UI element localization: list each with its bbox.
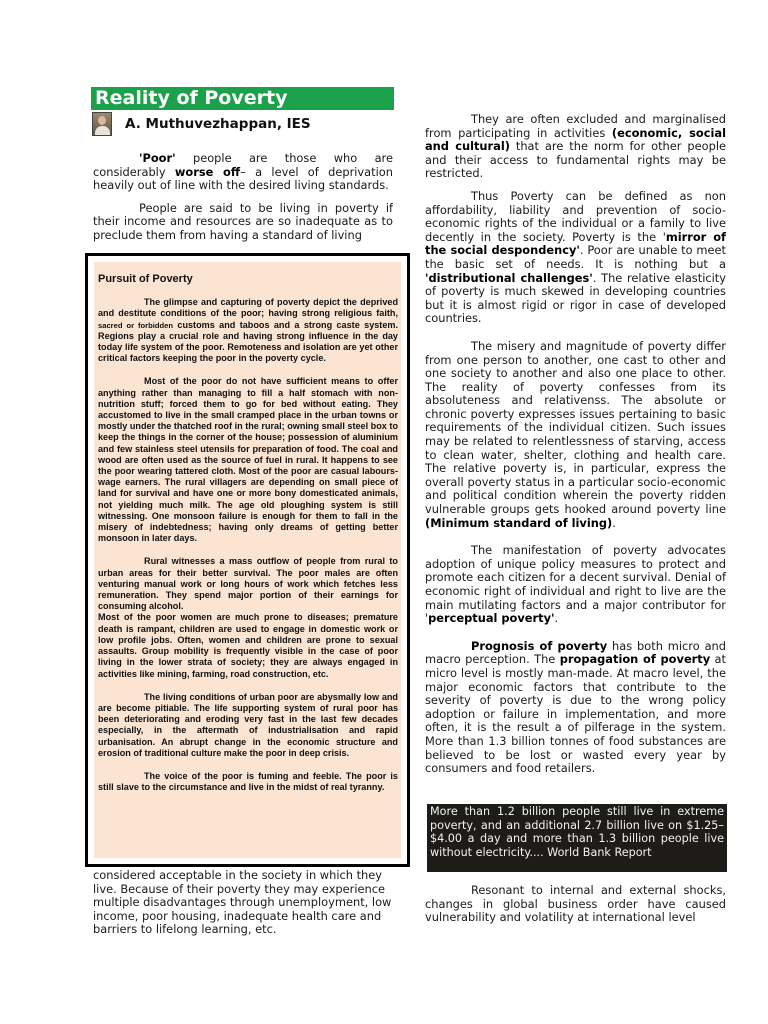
- box-paragraph-2: Most of the poor do not have sufficient means to offer anything rather than managing to fill a half stomach with non-nutrition stuff; forced them to go for bed without eating. They accustomed to live in the small cramped place in the urban towns or mostly under the thatched roof in the rural; owning small steel box to keep the things in the corner of the house; possession of aluminium and few stainless steel utensils for preparation of food. The coal and wood are often used as the source of fuel in rural. It happens to see the poor wearing tattered cloth. Most of the poor are casual labours- wage earners. The rural villagers are depending on small piece of land for survival and have one or more bony domesticated animals, not yielding much milk. The age old ploughing system is still witnessing. One monsoon failure is enough for them to fall in the misery of indebtedness; having only dreams of getting better monsoon in later days.: [98, 376, 398, 544]
- box-title: Pursuit of Poverty: [98, 273, 193, 285]
- box-paragraph-5: The living conditions of urban poor are abysmally low and are become pitiable. The life supporting system of rural poor has been deteriorating and eroding very fast in the last few decades especially, in the aftermath of industrialisation and rapid urbanisation. An abrupt change in the economic structure and erosion of traditional culture make the poor in deep crisis.: [98, 691, 398, 758]
- author-photo: [92, 112, 112, 136]
- box-paragraph-6: The voice of the poor is fuming and feeble. The poor is still slave to the circumstance and live in the midst of real tyranny.: [98, 770, 398, 793]
- intro-paragraph-2: People are said to be living in poverty if their income and resources are so inadequate as to preclude them from having a standard of living: [93, 200, 393, 242]
- right-paragraph-2: Thus Poverty can be defined as non affordability, liability and prevention of socio-economic rights of the individual or a family to live decently in the society. Poverty is the 'mirror of the social despondency'. Poor are unable to meet the basic set of needs. It is nothing but a 'distributional challenges'. The relative elasticity of poverty is much skewed in developing countries but it is almost rigid or rigor in case of developed countries.: [425, 188, 726, 326]
- pursuit-of-poverty-content: [94, 262, 401, 858]
- term-worse-off: worse off: [174, 164, 241, 179]
- world-bank-quote-box: More than 1.2 billion people still live in extreme poverty, and an additional 2.7 billion live on $1.25–$4.00 a day and more than 1.3 billion people live without electricity.... World Bank Report: [427, 804, 727, 872]
- right-paragraph-3: The misery and magnitude of poverty differ from one person to another, one cast to other and one society to another and also one place to other. The reality of poverty confesses from its absoluteness and relativenss. The absolute or chronic poverty expresses issues pertaining to basic requirements of the individual citizen. Such issues may be related to relentlessness of starving, access to clean water, shelter, clothing and health care. The relative poverty is, in particular, express the overall poverty status in a particular socio-economic and political condition wherein the poverty ridden vulnerable groups gets hooked around poverty line (Minimum standard of living).: [425, 338, 726, 530]
- byline: [92, 112, 311, 136]
- article-title: Reality of Poverty: [91, 87, 394, 110]
- right-paragraph-5: Prognosis of poverty has both micro and macro perception. The propagation of poverty at micro level is mostly man-made. At macro level, the major economic factors that contribute to the severity of poverty is due to the wrong policy adoption or failure in implementation, and more often, it is the result a of pilferage in the system. More than 1.3 billion tonnes of food substances are believed to be lost or wasted every year by consumers and food retailers.: [425, 638, 726, 776]
- right-paragraph-1: They are often excluded and marginalised from participating in activities (economic, social and cultural) that are the norm for other people and their access to fundamental rights may be restricted.: [425, 112, 726, 181]
- right-column: [425, 113, 726, 785]
- intro-paragraph-1: 'Poor' people are those who are considerably worse off– a level of deprivation heavily out of line with the desired living standards.: [93, 152, 393, 193]
- left-column-intro: [93, 152, 393, 248]
- box-paragraph-3: Rural witnesses a mass outflow of people from rural to urban areas for their better survival. The poor males are often venturing manual work or long hours of work which fetches less remuneration. They spend major portion of their earnings for consuming alcohol.: [98, 556, 398, 612]
- right-paragraph-4: The manifestation of poverty advocates adoption of unique policy measures to protect and promote each citizen for a decent survival. Denial of economic right of individual and right to live are the main mutilating factors and a major contributor for 'perceptual poverty'.: [425, 543, 726, 626]
- box-paragraph-4: Most of the poor women are much prone to diseases; premature death is rampant, children are used to engage in domestic work or low profile jobs. Often, women and children are prone to sexual assaults. Group mobility is frequently visible in the case of poor living in the lower strata of society; they are always engaged in activities like mining, farming, road construction, etc.: [98, 612, 398, 679]
- left-column-continued: [93, 869, 393, 937]
- box-paragraph-1: The glimpse and capturing of poverty depict the deprived and destitute conditions of the poor; having strong religious faith, sacred or forbidden customs and taboos and a strong caste system. Regions play a crucial role and having strong influence in the day today life system of the poor. Remoteness and isolation are yet other critical factors keeping the poor in the poverty cycle.: [98, 297, 399, 364]
- author-name: A. Muthuvezhappan, IES: [125, 116, 311, 132]
- continued-paragraph: considered acceptable in the society in which they live. Because of their poverty they may experience multiple disadvantages through unemployment, low income, poor housing, inadequate health care and barriers to lifelong learning, etc.: [93, 868, 392, 937]
- term-poor: 'Poor': [139, 152, 176, 165]
- right-paragraph-6: Resonant to internal and external shocks, changes in global business order have caused vulnerability and volatility at international level: [425, 883, 726, 925]
- pursuit-of-poverty-box: [85, 253, 410, 867]
- right-column-bottom: [425, 884, 726, 925]
